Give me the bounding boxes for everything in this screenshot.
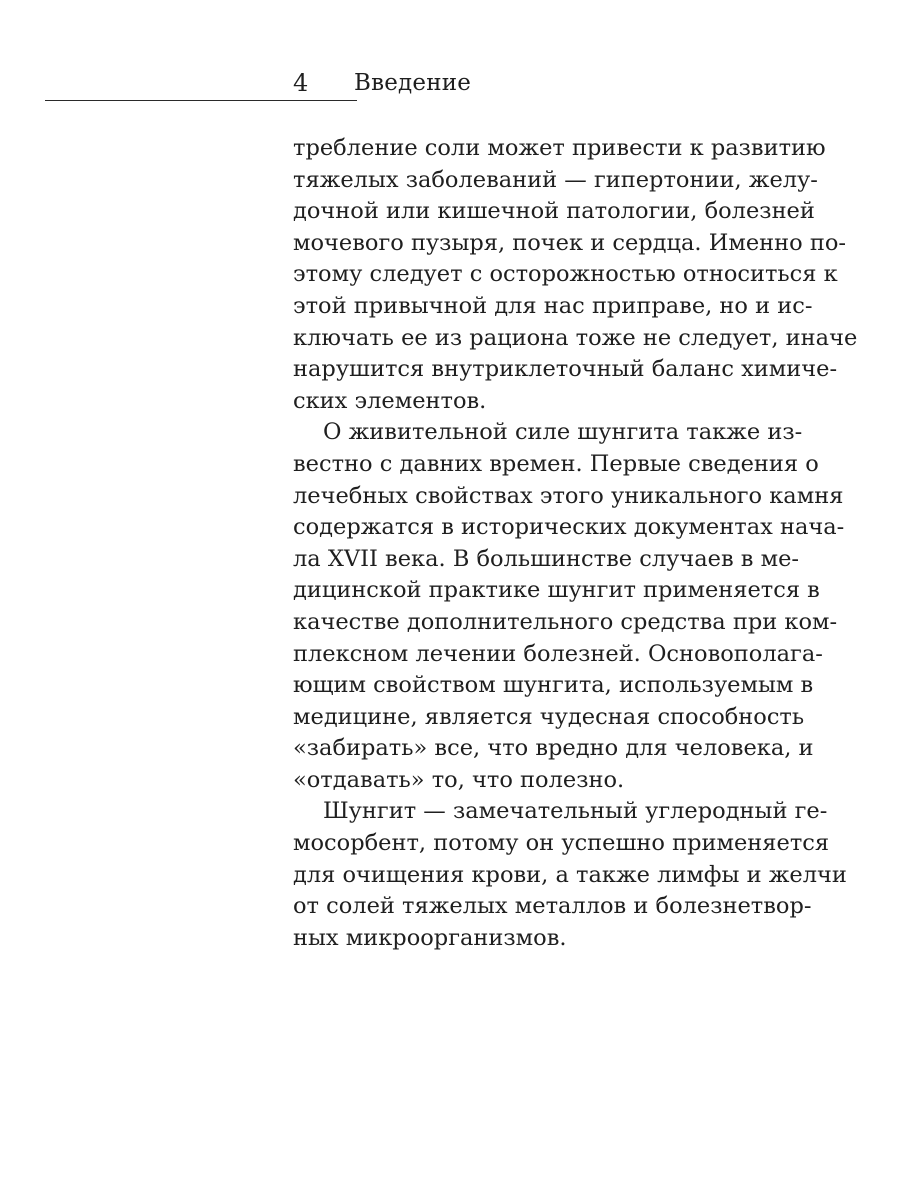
text-line: ных микроорганизмов. [293, 924, 567, 951]
text-line: плексном лечении болезней. Основополага- [293, 640, 823, 667]
paragraph [293, 133, 858, 417]
text-line: тяжелых заболеваний — гипертонии, желу- [293, 166, 818, 193]
text-line: качестве дополнительного средства при ком- [293, 608, 838, 635]
paragraph [293, 417, 845, 796]
text-line: дочной или кишечной патологии, болезней [293, 198, 815, 225]
page-number: 4 [293, 69, 309, 97]
text-line: для очищения крови, а также лимфы и желчи [293, 861, 847, 888]
text-line: лечебных свойствах этого уникального камня [293, 482, 844, 509]
text-line: требление соли может привести к развитию [293, 135, 826, 161]
text-line: «отдавать» то, что полезно. [293, 766, 625, 793]
text-line: ключать ее из рациона тоже не следует, иначе [293, 324, 858, 351]
body-text [293, 133, 858, 954]
text-line: «забирать» все, что вредно для человека, и [293, 735, 814, 762]
text-line: мосорбент, потому он успешно применяется [293, 830, 830, 857]
text-line: дицинской практике шунгит применяется в [293, 577, 820, 604]
text-line: этой привычной для нас приправе, но и ис- [293, 292, 813, 319]
text-line: ских элементов. [293, 387, 487, 414]
text-line: ла XVII века. В большинстве случаев в ме- [293, 545, 800, 572]
text-line: вестно с давних времен. Первые сведения о [293, 450, 819, 477]
text-line: мочевого пузыря, почек и сердца. Именно по- [293, 229, 846, 256]
text-line: Шунгит — замечательный углеродный ге- [323, 798, 828, 825]
text-line: медицине, является чудесная способность [293, 703, 805, 730]
paragraph [293, 796, 847, 954]
text-line: О живительной силе шунгита также из- [323, 419, 803, 446]
running-header [0, 64, 900, 104]
text-line: содержатся в исторических документах нача- [293, 514, 845, 541]
text-line: нарушится внутриклеточный баланс химиче- [293, 356, 838, 383]
text-line: от солей тяжелых металлов и болезнетвор- [293, 893, 812, 920]
text-line: ющим свойством шунгита, используемым в [293, 672, 814, 699]
text-line: этому следует с осторожностью относиться к [293, 261, 838, 288]
header-rule [45, 100, 357, 101]
chapter-title: Введение [354, 70, 472, 96]
